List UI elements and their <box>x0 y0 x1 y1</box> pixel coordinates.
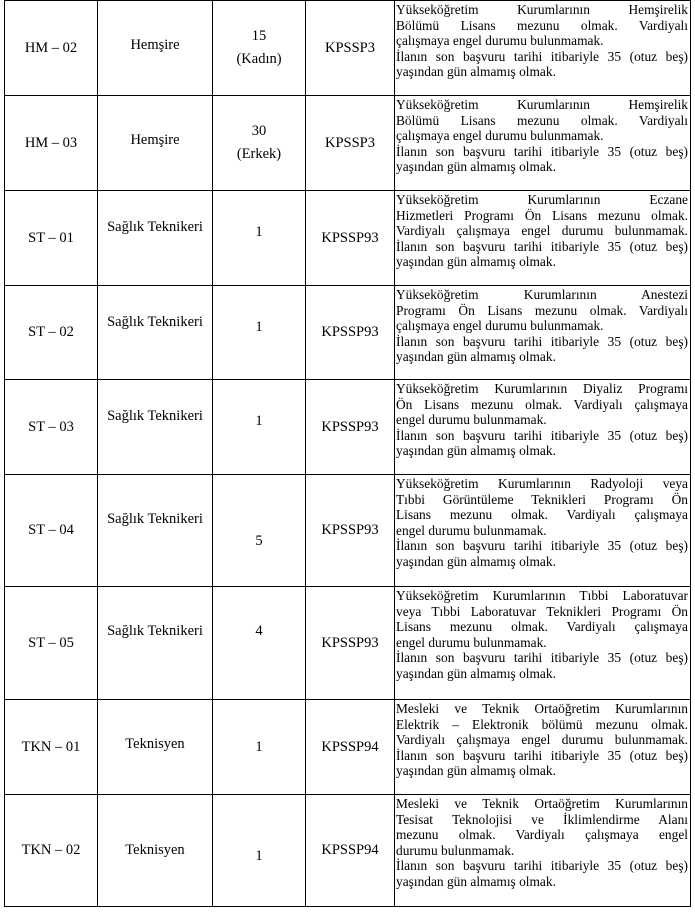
table-row <box>5 380 691 475</box>
req-line: İlanın son başvuru tarihi itibariyle 35 (otuz beş) <box>396 427 688 443</box>
req-line: çalışmaya engel durumu bulunmamak. <box>396 318 604 334</box>
position-title: Hemşire <box>98 96 213 191</box>
req-line: engel durumu bulunmamak. <box>396 412 547 428</box>
table-row <box>5 475 691 587</box>
table-row <box>5 286 691 380</box>
position-count: 1 <box>213 700 306 795</box>
req-line: veya Tıbbi Laboratuvar Teknikleri Programı Ön <box>396 603 688 619</box>
req-line: Bölümü Lisans mezunu olmak. Vardiyalı <box>396 17 688 33</box>
req-line: İlanın son başvuru tarihi itibariyle 35 (otuz beş) <box>396 858 688 874</box>
position-title: Sağlık Teknikeri <box>98 286 213 380</box>
req-line: Yükseköğretim Kurumlarının Diyaliz Programı <box>396 381 688 396</box>
position-title: Sağlık Teknikeri <box>98 475 213 587</box>
req-line: Yükseköğretim Kurumlarının Anestezi <box>396 287 688 302</box>
position-count: 1 <box>213 795 306 907</box>
requirements <box>395 286 691 380</box>
position-title: Teknisyen <box>98 700 213 795</box>
count-value: 15 <box>251 28 267 44</box>
req-line: Vardiyalı çalışmaya engel durumu bulunmamak. <box>396 223 688 239</box>
requirements <box>395 1 691 96</box>
position-code: HM – 03 <box>5 96 98 191</box>
position-code: ST – 02 <box>5 286 98 380</box>
req-line: Ön Lisans mezunu olmak. Vardiyalı çalışmaya <box>396 396 688 412</box>
requirements <box>395 475 691 587</box>
req-line: Yükseköğretim Kurumlarının Hemşirelik <box>396 97 688 112</box>
table-row <box>5 700 691 795</box>
position-title: Sağlık Teknikeri <box>98 191 213 286</box>
req-line: mezunu olmak. Vardiyalı çalışmaya engel <box>396 827 688 843</box>
req-line: İlanın son başvuru tarihi itibariyle 35 (otuz beş) <box>396 747 688 763</box>
position-title: Sağlık Teknikeri <box>98 587 213 700</box>
kpss-score-type: KPSSP94 <box>306 795 395 907</box>
req-line: Elektrik – Elektronik bölümü mezunu olmak. <box>396 716 688 732</box>
req-line: Mesleki ve Teknik Ortaöğretim Kurumlarının <box>396 701 688 716</box>
position-title: Hemşire <box>98 1 213 96</box>
req-line: Yükseköğretim Kurumlarının Eczane <box>396 192 688 207</box>
kpss-score-type: KPSSP94 <box>306 700 395 795</box>
req-line: Yükseköğretim Kurumlarının Tıbbi Laboratuvar <box>396 588 688 603</box>
req-line: İlanın son başvuru tarihi itibariyle 35 (otuz beş) <box>396 238 688 254</box>
position-title: Teknisyen <box>98 795 213 907</box>
req-line: yaşından gün almamış olmak. <box>396 443 556 459</box>
kpss-score-type: KPSSP3 <box>306 1 395 96</box>
table-row <box>5 1 691 96</box>
position-count: 1 <box>213 380 306 475</box>
req-line: yaşından gün almamış olmak. <box>396 254 556 270</box>
req-line: yaşından gün almamış olmak. <box>396 763 556 779</box>
position-title: Sağlık Teknikeri <box>98 380 213 475</box>
req-line: Tesisat Teknolojisi ve İklimlendirme Alanı <box>396 811 688 827</box>
position-code: ST – 01 <box>5 191 98 286</box>
table-row <box>5 587 691 700</box>
req-line: Hizmetleri Programı Ön Lisans mezunu olmak. <box>396 207 688 223</box>
kpss-score-type: KPSSP93 <box>306 191 395 286</box>
req-line: İlanın son başvuru tarihi itibariyle 35 (otuz beş) <box>396 650 688 666</box>
count-value: 30 <box>251 123 267 139</box>
req-line: Lisans mezunu olmak. Vardiyalı çalışmaya <box>396 619 688 635</box>
req-line: İlanın son başvuru tarihi itibariyle 35 (otuz beş) <box>396 48 688 64</box>
kpss-score-type: KPSSP93 <box>306 587 395 700</box>
position-count <box>213 96 306 191</box>
req-line: İlanın son başvuru tarihi itibariyle 35 (otuz beş) <box>396 333 688 349</box>
req-line: Yükseköğretim Kurumlarının Radyoloji veya <box>396 476 688 491</box>
requirements <box>395 700 691 795</box>
position-count <box>213 1 306 96</box>
req-line: yaşından gün almamış olmak. <box>396 159 556 175</box>
req-line: İlanın son başvuru tarihi itibariyle 35 (otuz beş) <box>396 538 688 554</box>
req-line: çalışmaya engel durumu bulunmamak. <box>396 33 604 49</box>
req-line: İlanın son başvuru tarihi itibariyle 35 (otuz beş) <box>396 143 688 159</box>
req-line: Bölümü Lisans mezunu olmak. Vardiyalı <box>396 112 688 128</box>
gender-note: (Kadın) <box>236 51 282 67</box>
position-code: ST – 04 <box>5 475 98 587</box>
kpss-score-type: KPSSP3 <box>306 96 395 191</box>
req-line: Tıbbi Görüntüleme Teknikleri Programı Ön <box>396 491 688 507</box>
req-line: engel durumu bulunmamak. <box>396 634 547 650</box>
requirements <box>395 96 691 191</box>
position-code: TKN – 02 <box>5 795 98 907</box>
req-line: yaşından gün almamış olmak. <box>396 64 556 80</box>
req-line: Vardiyalı çalışmaya engel durumu bulunmamak. <box>396 732 688 748</box>
position-code: ST – 03 <box>5 380 98 475</box>
req-line: yaşından gün almamış olmak. <box>396 665 556 681</box>
requirements <box>395 191 691 286</box>
requirements <box>395 587 691 700</box>
req-line: Programı Ön Lisans mezunu olmak. Vardiyalı <box>396 302 688 318</box>
kpss-score-type: KPSSP93 <box>306 475 395 587</box>
req-line: Mesleki ve Teknik Ortaöğretim Kurumlarının <box>396 796 688 811</box>
requirements <box>395 380 691 475</box>
kpss-score-type: KPSSP93 <box>306 380 395 475</box>
req-line: engel durumu bulunmamak. <box>396 522 547 538</box>
position-code: HM – 02 <box>5 1 98 96</box>
req-line: yaşından gün almamış olmak. <box>396 553 556 569</box>
table-row <box>5 96 691 191</box>
req-line: Lisans mezunu olmak. Vardiyalı çalışmaya <box>396 507 688 523</box>
req-line: durumu bulunmamak. <box>396 842 515 858</box>
requirements <box>395 795 691 907</box>
req-line: yaşından gün almamış olmak. <box>396 873 556 889</box>
position-count: 1 <box>213 286 306 380</box>
positions-table <box>4 0 691 907</box>
req-line: Yükseköğretim Kurumlarının Hemşirelik <box>396 2 688 17</box>
table-row <box>5 795 691 907</box>
position-code: TKN – 01 <box>5 700 98 795</box>
position-count: 4 <box>213 587 306 700</box>
position-code: ST – 05 <box>5 587 98 700</box>
position-count: 1 <box>213 191 306 286</box>
table-row <box>5 191 691 286</box>
position-count: 5 <box>213 475 306 587</box>
kpss-score-type: KPSSP93 <box>306 286 395 380</box>
req-line: çalışmaya engel durumu bulunmamak. <box>396 128 604 144</box>
req-line: yaşından gün almamış olmak. <box>396 349 556 365</box>
gender-note: (Erkek) <box>236 146 282 162</box>
